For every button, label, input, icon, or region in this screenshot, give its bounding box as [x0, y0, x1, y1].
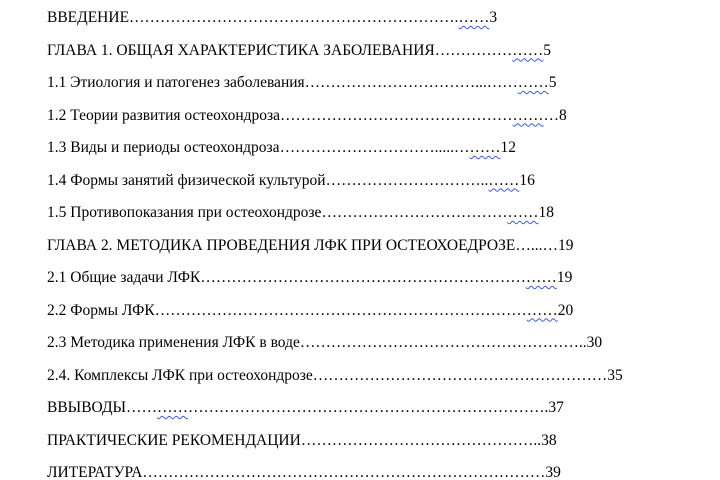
- toc-entry-page-number: 5: [548, 74, 557, 91]
- toc-entry[interactable]: [47, 171, 697, 191]
- toc-entry-page-number: 35: [607, 366, 623, 384]
- toc-entry[interactable]: [47, 333, 697, 353]
- toc-entry-leader-squiggle: ……: [512, 106, 544, 124]
- toc-entry-title: 2.4. Комплексы ЛФК при остеохондрозе: [47, 366, 313, 384]
- toc-entry[interactable]: [47, 463, 697, 480]
- toc-entry-leader-squiggle: ……: [469, 139, 501, 156]
- toc-entry-leader-squiggle: ……: [157, 399, 189, 416]
- toc-entry-title: ВВЕДЕНИЕ: [47, 9, 130, 26]
- toc-entry-leader-tail: …: [543, 106, 560, 124]
- toc-entry-page-number: 30: [586, 334, 603, 351]
- toc-entry-page-number: 3: [489, 9, 498, 26]
- toc-entry-title: ГЛАВА 2. МЕТОДИКА ПРОВЕДЕНИЯ ЛФК ПРИ ОСТЕОХОЕДРОЗЕ: [47, 236, 516, 254]
- toc-entry[interactable]: [47, 398, 697, 418]
- toc-entry-page-number: 8: [559, 106, 567, 124]
- toc-entry-page-number: 37: [548, 399, 564, 416]
- toc-entry-leader: …………………………..: [325, 171, 489, 189]
- toc-entry-title: 2.3 Методика применения ЛФК в воде: [47, 334, 300, 351]
- toc-entry-page-number: 19: [556, 269, 573, 286]
- toc-entry-leader: ……………: [434, 41, 513, 59]
- toc-entry-leader: ………………………………………………………: [200, 269, 526, 286]
- toc-entry-page-number: 39: [545, 464, 561, 480]
- toc-entry-leader: ………………………….....…: [279, 139, 470, 156]
- toc-entry-leader: ………………………………………..: [300, 431, 542, 449]
- toc-entry-title: ПРАКТИЧЕСКИЕ РЕКОМЕНДАЦИИ: [47, 431, 301, 449]
- toc-entry[interactable]: [47, 203, 697, 223]
- toc-entry-leader: ……: [126, 399, 158, 416]
- toc-entry-title: ЛИТЕРАТУРА: [47, 464, 143, 480]
- toc-entry[interactable]: [47, 366, 697, 386]
- toc-entry-leader: ……………………………...……: [304, 74, 518, 91]
- toc-entry-page-number: 20: [557, 301, 574, 319]
- toc-entry-leader: ………………………………………………..: [299, 334, 587, 351]
- toc-entry[interactable]: [47, 41, 697, 61]
- toc-entry-leader: ……………………………………………………………………: [142, 464, 546, 480]
- toc-entry-leader: …...…: [515, 236, 558, 254]
- toc-entry-page-number: 38: [541, 431, 557, 449]
- toc-entry-page-number: 16: [519, 171, 535, 189]
- toc-entry-leader-tail: …………………………………………………………….: [188, 399, 549, 416]
- toc-entry-leader-squiggle: ……: [458, 9, 490, 26]
- toc-entry-title: 1.5 Противопоказания при остеохондрозе: [47, 204, 322, 221]
- toc-entry-title: ГЛАВА 1. ОБЩАЯ ХАРАКТЕРИСТИКА ЗАБОЛЕВАНИЯ: [47, 41, 435, 59]
- toc-entry[interactable]: [47, 301, 697, 321]
- toc-entry-title: ВВЫВОДЫ: [47, 399, 127, 416]
- toc-entry[interactable]: [47, 268, 697, 288]
- toc-entry-leader: ……………………………………………………….: [129, 9, 459, 26]
- toc-entry-title: 1.1 Этиология и патогенез заболевания: [47, 74, 305, 91]
- toc-entry-title: 1.4 Формы занятий физической культурой: [47, 171, 326, 189]
- toc-entry-leader-squiggle: ……: [517, 74, 549, 91]
- toc-entry-leader: …………………………………………………: [312, 366, 608, 384]
- toc-entry-title: 1.2 Теории развития остеохондроза: [47, 106, 281, 124]
- toc-entry-page-number: 19: [557, 236, 574, 254]
- toc-entry[interactable]: [47, 431, 697, 451]
- toc-entry-page-number: 18: [538, 204, 554, 221]
- toc-entry[interactable]: [47, 236, 697, 256]
- toc-entry[interactable]: [47, 138, 697, 158]
- toc-entry-title: 2.1 Общие задачи ЛФК: [47, 269, 201, 286]
- toc-entry-page-number: 12: [500, 139, 516, 156]
- toc-entry[interactable]: [47, 106, 697, 126]
- toc-entry-leader-squiggle: ……: [526, 301, 558, 319]
- toc-entry-leader: ………………………………: [321, 204, 508, 221]
- toc-entry-leader-squiggle: ……: [525, 269, 557, 286]
- toc-entry-title: 1.3 Виды и периоды остеохондроза: [47, 139, 280, 156]
- toc-entry-leader: ………………………………………………………………: [154, 301, 527, 319]
- toc-entry-leader: ………………………………………: [280, 106, 513, 124]
- toc-entry-page-number: 5: [543, 41, 551, 59]
- toc-entry-leader-squiggle: ……: [488, 171, 520, 189]
- toc-entry[interactable]: [47, 73, 697, 93]
- toc-entry[interactable]: [47, 8, 697, 28]
- toc-entry-leader-squiggle: ……: [512, 41, 544, 59]
- toc-entry-title: 2.2 Формы ЛФК: [47, 301, 155, 319]
- toc-entry-leader-squiggle: ……: [507, 204, 539, 221]
